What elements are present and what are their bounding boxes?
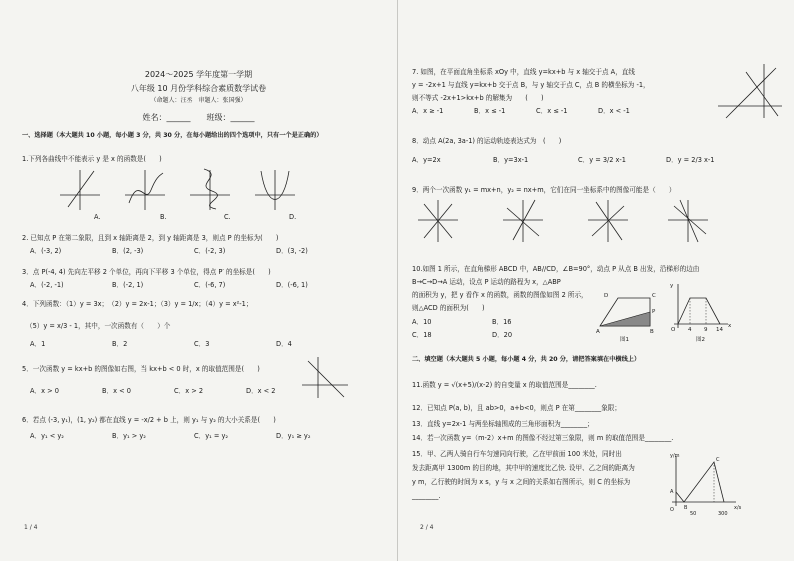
- exam-title-line2: 八年级 10 月份学科综合素质数学试卷: [130, 84, 267, 93]
- q15-label-c: C: [716, 457, 720, 463]
- question-6: 6．若点 (-3, y₁)，(1, y₂) 都在直线 y = -x/2 + b 上，则 y₁ 与 y₂ 的大小关系是( ): [22, 416, 276, 424]
- question-4-continued: （5）y = x/3 - 1，其中，一次函数有（ ）个: [26, 322, 171, 330]
- q5-option-b: B．x < 0: [102, 387, 131, 395]
- q1-option-c: C.: [224, 213, 231, 221]
- section2-heading: 二、填空题（本大题共 5 小题，每小题 4 分，共 20 分，请把答案填在中横线上）: [412, 356, 641, 363]
- question-10: 10.如图 1 所示，在直角梯形 ABCD 中，AB//CD，∠B=90°，动点 P 从点 B 出发，沿梯形的边由: [412, 265, 700, 273]
- q6-option-b: B．y₁ > y₂: [112, 432, 146, 440]
- question-14: 14．若一次函数 y=（m-2）x+m 的图像不经过第三象限，则 m 的取值范围是________.: [412, 434, 674, 442]
- q15-distance-graph: [668, 452, 738, 510]
- q5-line-graph: [300, 355, 350, 400]
- question-12: 12．已知点 P(a, b)，且 ab>0，a+b<0，则点 P 在第________象限；: [412, 404, 621, 412]
- question-15-line2: 发去距离甲 1300m 的目的地，其中甲的速度比乙快. 设甲、乙之间的距离为: [412, 464, 635, 472]
- q15-label-a: A: [670, 489, 674, 495]
- question-9: 9．两个一次函数 y₁ = mx+n，y₂ = nx+m，它们在同一坐标系中的图像可能是（ ）: [412, 186, 676, 194]
- figure-2-caption: 图2: [696, 337, 705, 343]
- q5-option-c: C．x > 2: [174, 387, 204, 395]
- q9-graph-b: [503, 200, 543, 242]
- fig2-label-origin: O: [671, 327, 676, 333]
- question-11: 11.函数 y = √(x+5)/(x-2) 的自变量 x 的取值范围是________.: [412, 381, 597, 389]
- q6-option-c: C．y₁ = y₂: [194, 432, 229, 440]
- question-5: 5．一次函数 y = kx+b 的图像如右图，当 kx+b < 0 时，x 的取值范围是( ): [22, 365, 260, 373]
- q10-option-a: A．10: [412, 318, 432, 326]
- q3-option-a: A．(-2, -1): [30, 281, 64, 289]
- q1-curve-graphs: [60, 165, 310, 215]
- q15-label-origin: O: [670, 507, 674, 513]
- section1-heading: 一、选择题（本大题共 10 小题，每小题 3 分，共 30 分，在每小题给出的四个选项中，只有一个是正确的）: [22, 132, 323, 139]
- fig2-label-y: y: [670, 283, 674, 289]
- q15-label-xs: x/s: [734, 505, 742, 511]
- q8-option-c: C．y = 3/2 x-1: [578, 156, 627, 164]
- fig1-label-c: C: [652, 293, 656, 299]
- question-13: 13．直线 y=2x-1 与两坐标轴围成的三角形面积为________；: [412, 420, 594, 428]
- q10-option-c: C．18: [412, 331, 432, 339]
- q1-graph-c: [190, 169, 230, 210]
- exam-title-line1: 2024～2025 学年度第一学期: [144, 70, 253, 79]
- question-3: 3．点 P(-4, 4) 先向左平移 2 个单位，再向下平移 3 个单位，得点 P′ 的坐标是( ): [22, 268, 271, 276]
- name-class-line: 姓名：______ 班级：______: [142, 113, 255, 122]
- question-10-line2: B→C→D→A 运动，设点 P 运动的路程为 x，△ABP: [412, 278, 561, 286]
- q7-option-c: C．x ≤ -1: [536, 107, 568, 115]
- fig1-label-a: A: [596, 329, 600, 335]
- q4-option-b: B．2: [112, 340, 128, 348]
- fig2-label-x: x: [728, 323, 732, 329]
- q10-option-b: B．16: [492, 318, 512, 326]
- fig2-tick-9: 9: [704, 327, 708, 333]
- q3-option-c: C．(-6, 7): [194, 281, 226, 289]
- figure-1-caption: 图1: [620, 337, 629, 343]
- q4-option-a: A．1: [30, 340, 46, 348]
- question-15: 15．甲、乙两人骑自行车匀速同向行驶，乙在甲前面 100 米处，同时出: [412, 450, 622, 458]
- q7-option-b: B．x ≤ -1: [474, 107, 506, 115]
- q8-option-b: B．y=3x-1: [493, 156, 529, 164]
- question-2: 2. 已知点 P 在第二象限，且到 x 轴距离是 2，到 y 轴距离是 3，则点 P 的坐标为( ): [22, 234, 279, 242]
- q5-option-a: A．x > 0: [30, 387, 59, 395]
- q9-graph-c: [588, 200, 628, 242]
- question-7: 7. 如图，在平面直角坐标系 xOy 中，直线 y=kx+b 与 x 轴交于点 A，直线: [412, 68, 635, 76]
- page-number: 1 / 4: [24, 524, 38, 531]
- q9-option-graphs: [418, 198, 718, 244]
- q5-option-d: D．x < 2: [246, 387, 276, 395]
- question-10-line3: 的面积为 y，把 y 看作 x 的函数，函数的图像如图 2 所示，: [412, 291, 588, 299]
- q10-option-d: D．20: [492, 331, 513, 339]
- question-15-line4: ________.: [412, 492, 441, 500]
- q1-option-d: D.: [289, 213, 297, 221]
- q3-option-d: D．(-6, 1): [276, 281, 308, 289]
- q7-figure: [716, 62, 784, 120]
- question-4: 4．下列函数：（1）y = 3x； （2）y = 2x-1；（3）y = 1/x；（4）y = x²-1；: [22, 300, 253, 308]
- q6-option-a: A．y₁ < y₂: [30, 432, 64, 440]
- q1-option-b: B.: [160, 213, 167, 221]
- q1-graph-b: [125, 170, 165, 210]
- q4-option-d: D．4: [276, 340, 292, 348]
- q15-tick-300: 300: [718, 511, 728, 517]
- q2-option-a: A．(-3, 2): [30, 247, 62, 255]
- q3-option-b: B．(-2, 1): [112, 281, 144, 289]
- q2-option-c: C．(-2, 3): [194, 247, 226, 255]
- q6-option-d: D．y₁ ≥ y₂: [276, 432, 311, 440]
- q1-graph-d: [255, 170, 295, 210]
- exam-page-2: [397, 0, 794, 561]
- q7-option-a: A．x ≥ -1: [412, 107, 444, 115]
- page-number: 2 / 4: [420, 524, 434, 531]
- q15-label-b: B: [684, 505, 688, 511]
- q9-graph-a: [418, 200, 458, 242]
- q7-option-d: D．x < -1: [598, 107, 630, 115]
- q2-option-d: D．(3, -2): [276, 247, 308, 255]
- fig1-label-d: D: [604, 293, 609, 299]
- q15-label-ym: y/m: [670, 453, 680, 459]
- fig2-tick-4: 4: [688, 327, 692, 333]
- fig2-tick-14: 14: [716, 327, 723, 333]
- q9-graph-d: [668, 200, 708, 242]
- question-7-line2: y = -2x+1 与直线 y=kx+b 交于点 B，与 y 轴交于点 C，点 B 的横坐标为 -1，: [412, 81, 650, 89]
- q8-option-d: D．y = 2/3 x-1: [666, 156, 715, 164]
- q15-tick-50: 50: [690, 511, 697, 517]
- fig1-label-b: B: [650, 329, 654, 335]
- q2-option-b: B．(2, -3): [112, 247, 144, 255]
- question-1: 1.下列各曲线中不能表示 y 是 x 的函数是( ): [22, 155, 162, 163]
- question-15-line3: y m，乙行驶的时间为 x s，y 与 x 之间的关系如右图所示，则 C 的坐标为: [412, 478, 631, 486]
- q1-option-a: A.: [94, 213, 101, 221]
- exam-authors: （命题人：汪丞 审题人：张国强）: [150, 97, 247, 104]
- question-7-line3: 则不等式 -2x+1>kx+b 的解集为 ( ): [412, 94, 544, 102]
- question-8: 8．动点 A(2a, 3a-1) 的运动轨迹表达式为 ( ): [412, 137, 562, 145]
- q1-graph-a: [60, 170, 100, 210]
- q10-figure-2-graph: [668, 282, 730, 332]
- q4-option-c: C．3: [194, 340, 210, 348]
- fig1-label-p: P: [652, 309, 656, 315]
- q8-option-a: A．y=2x: [412, 156, 441, 164]
- question-10-line4: 则△ACD 的面积为( ): [412, 304, 485, 312]
